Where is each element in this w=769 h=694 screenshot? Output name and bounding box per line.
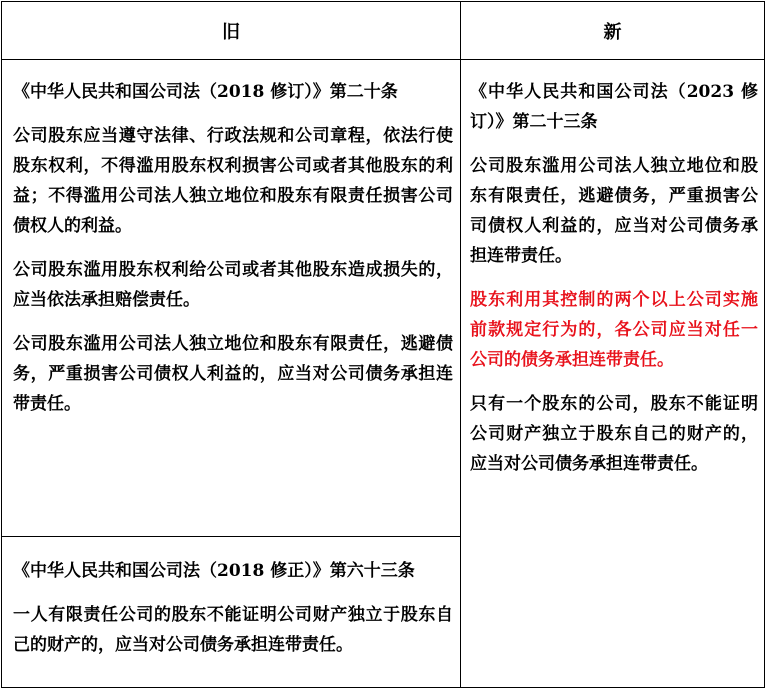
new-para-2-highlight: 股东利用其控制的两个以上公司实施前款规定行为的，各公司应当对任一公司的债务承担连带责任。 — [470, 290, 758, 370]
new-section — [470, 77, 758, 479]
new-para-1: 公司股东滥用公司法人独立地位和股东有限责任，逃避债务，严重损害公司债权人利益的，应当对公司债务承担连带责任。 — [470, 156, 758, 266]
old-section-1-para-2: 公司股东滥用股东权利给公司或者其他股东造成损失的，应当依法承担赔偿责任。 — [13, 260, 453, 310]
old-section-divider — [2, 536, 460, 537]
header-old — [2, 2, 460, 59]
old-section-1-title: 《中华人民共和国公司法（2018 修订）》第二十条 — [13, 82, 398, 102]
comparison-table — [1, 1, 765, 688]
column-divider — [460, 2, 461, 687]
header-new — [461, 2, 764, 59]
old-section-2 — [13, 556, 453, 660]
old-section-1-para-1: 公司股东应当遵守法律、行政法规和公司章程，依法行使股东权利，不得滥用股东权利损害公司或者其他股东的利益；不得滥用公司法人独立地位和股东有限责任损害公司债权人的利益。 — [13, 126, 453, 236]
old-section-1-para-3: 公司股东滥用公司法人独立地位和股东有限责任，逃避债务，严重损害公司债权人利益的，应当对公司债务承担连带责任。 — [13, 334, 453, 414]
header-new-label: 新 — [603, 21, 622, 43]
new-para-3: 只有一个股东的公司，股东不能证明公司财产独立于股东自己的财产的，应当对公司债务承担连带责任。 — [470, 394, 758, 474]
new-title: 《中华人民共和国公司法（2023 修订）》第二十三条 — [470, 82, 758, 132]
header-divider — [2, 59, 764, 60]
old-section-2-para-1: 一人有限责任公司的股东不能证明公司财产独立于股东自己的财产的，应当对公司债务承担连带责任。 — [13, 605, 453, 655]
old-section-1 — [13, 77, 453, 419]
old-section-2-title: 《中华人民共和国公司法（2018 修正）》第六十三条 — [13, 561, 415, 581]
header-old-label: 旧 — [222, 21, 240, 43]
